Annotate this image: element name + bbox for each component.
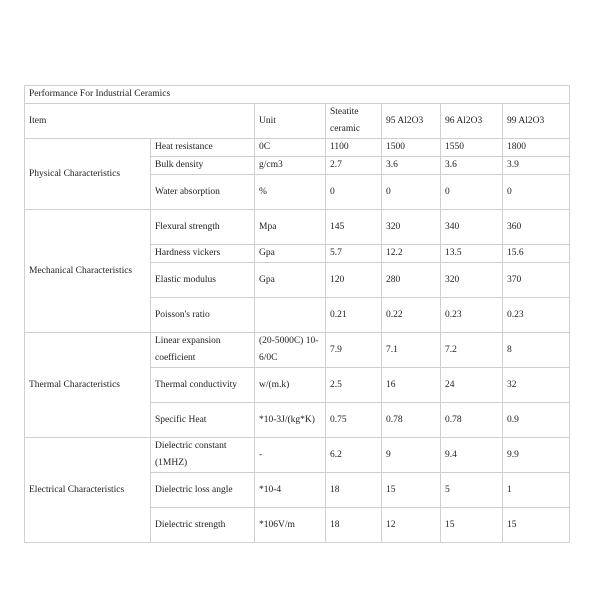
group-label: Physical Characteristics — [25, 139, 151, 210]
unit-cell: w/(m.k) — [255, 368, 326, 403]
item-header: Item — [25, 104, 255, 139]
value-cell: 0.22 — [382, 298, 441, 333]
value-cell: 0 — [441, 175, 503, 210]
value-cell: 9 — [382, 438, 441, 473]
table-row — [25, 333, 570, 368]
value-cell: 0.78 — [441, 403, 503, 438]
group-label: Mechanical Characteristics — [25, 210, 151, 333]
value-cell: 0 — [503, 175, 570, 210]
value-cell: 13.5 — [441, 245, 503, 263]
header-row — [25, 104, 570, 139]
value-cell: 15.6 — [503, 245, 570, 263]
value-cell: 3.9 — [503, 157, 570, 175]
value-cell: 340 — [441, 210, 503, 245]
table-row — [25, 210, 570, 245]
property-cell: Heat resistance — [151, 139, 255, 157]
unit-cell: Gpa — [255, 263, 326, 298]
value-cell: 0 — [382, 175, 441, 210]
value-cell: 15 — [382, 473, 441, 508]
value-cell: 9.4 — [441, 438, 503, 473]
property-cell: Dielectric constant (1MHZ) — [151, 438, 255, 473]
group-label: Thermal Characteristics — [25, 333, 151, 438]
value-cell: 0.23 — [503, 298, 570, 333]
value-cell: 320 — [441, 263, 503, 298]
value-cell: 120 — [326, 263, 382, 298]
value-cell: 0 — [326, 175, 382, 210]
value-cell: 0.9 — [503, 403, 570, 438]
property-cell: Thermal conductivity — [151, 368, 255, 403]
unit-cell: Mpa — [255, 210, 326, 245]
property-cell: Elastic modulus — [151, 263, 255, 298]
value-cell: 370 — [503, 263, 570, 298]
material-header: 96 Al2O3 — [441, 104, 503, 139]
value-cell: 15 — [441, 508, 503, 543]
value-cell: 320 — [382, 210, 441, 245]
material-header: 99 Al2O3 — [503, 104, 570, 139]
title-row — [25, 86, 570, 104]
value-cell: 0.23 — [441, 298, 503, 333]
unit-cell: *106V/m — [255, 508, 326, 543]
value-cell: 2.7 — [326, 157, 382, 175]
unit-cell: *10-3J/(kg*K) — [255, 403, 326, 438]
value-cell: 3.6 — [441, 157, 503, 175]
value-cell: 280 — [382, 263, 441, 298]
ceramics-properties-table — [24, 85, 570, 543]
value-cell: 5 — [441, 473, 503, 508]
value-cell: 12.2 — [382, 245, 441, 263]
property-cell: Dielectric loss angle — [151, 473, 255, 508]
material-header: Steatite ceramic — [326, 104, 382, 139]
material-header: 95 Al2O3 — [382, 104, 441, 139]
value-cell: 7.9 — [326, 333, 382, 368]
unit-cell: Gpa — [255, 245, 326, 263]
value-cell: 6.2 — [326, 438, 382, 473]
property-cell: Specific Heat — [151, 403, 255, 438]
value-cell: 32 — [503, 368, 570, 403]
value-cell: 7.2 — [441, 333, 503, 368]
value-cell: 145 — [326, 210, 382, 245]
value-cell: 15 — [503, 508, 570, 543]
value-cell: 1100 — [326, 139, 382, 157]
table-row — [25, 139, 570, 157]
value-cell: 16 — [382, 368, 441, 403]
value-cell: 7.1 — [382, 333, 441, 368]
property-cell: Linear expansion coefficient — [151, 333, 255, 368]
value-cell: 2.5 — [326, 368, 382, 403]
value-cell: 18 — [326, 508, 382, 543]
table-title: Performance For Industrial Ceramics — [25, 86, 570, 104]
value-cell: 0.21 — [326, 298, 382, 333]
value-cell: 3.6 — [382, 157, 441, 175]
unit-cell: *10-4 — [255, 473, 326, 508]
value-cell: 18 — [326, 473, 382, 508]
table-row — [25, 438, 570, 473]
value-cell: 24 — [441, 368, 503, 403]
unit-cell — [255, 298, 326, 333]
value-cell: 5.7 — [326, 245, 382, 263]
property-cell: Bulk density — [151, 157, 255, 175]
unit-cell: 0C — [255, 139, 326, 157]
value-cell: 1500 — [382, 139, 441, 157]
unit-cell: - — [255, 438, 326, 473]
property-cell: Water absorption — [151, 175, 255, 210]
unit-cell: (20-5000C) 10-6/0C — [255, 333, 326, 368]
unit-header: Unit — [255, 104, 326, 139]
value-cell: 0.75 — [326, 403, 382, 438]
property-cell: Flexural strength — [151, 210, 255, 245]
unit-cell: % — [255, 175, 326, 210]
value-cell: 1 — [503, 473, 570, 508]
value-cell: 360 — [503, 210, 570, 245]
value-cell: 8 — [503, 333, 570, 368]
property-cell: Dielectric strength — [151, 508, 255, 543]
value-cell: 1800 — [503, 139, 570, 157]
value-cell: 12 — [382, 508, 441, 543]
property-cell: Poisson's ratio — [151, 298, 255, 333]
value-cell: 0.78 — [382, 403, 441, 438]
unit-cell: g/cm3 — [255, 157, 326, 175]
property-cell: Hardness vickers — [151, 245, 255, 263]
value-cell: 1550 — [441, 139, 503, 157]
group-label: Electrical Characteristics — [25, 438, 151, 543]
value-cell: 9.9 — [503, 438, 570, 473]
